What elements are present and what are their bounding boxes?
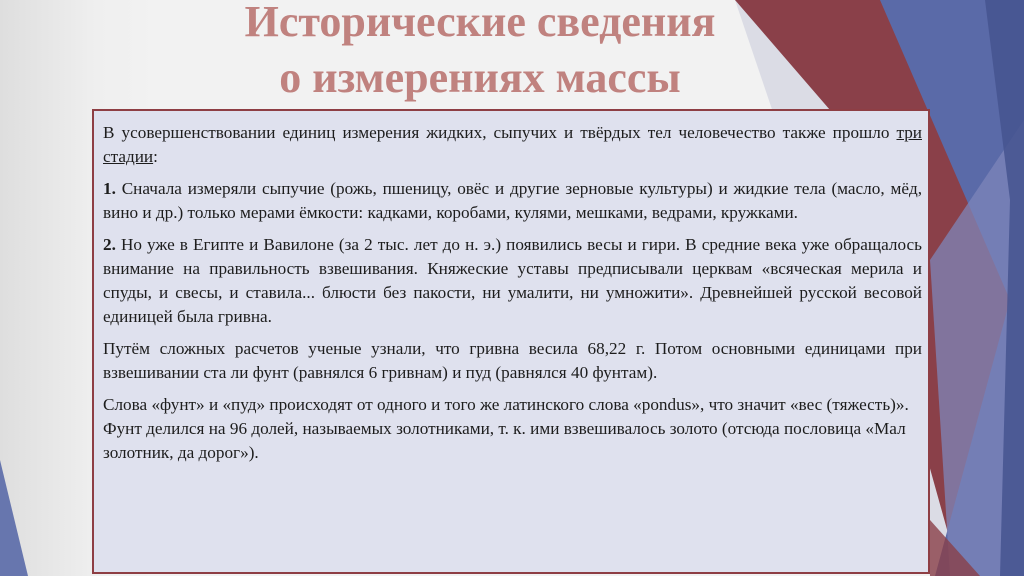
slide-title bbox=[0, 0, 960, 106]
title-line-2: о измерениях массы bbox=[279, 53, 681, 102]
content-panel bbox=[92, 109, 930, 574]
pondus-text: Слова «фунт» и «пуд» происходят от одного и того же латинского слова «pondus», что значит «вес (тяжесть)». Фунт делился на 96 долей, называемых золотниками, т. к. ими взвешивалось золото (отсюда пословица «Мал золотник, да дорог»). bbox=[103, 395, 909, 462]
paragraph-pondus bbox=[103, 393, 922, 465]
title-line-1: Исторические сведения bbox=[244, 0, 716, 46]
stage-1-number: 1. bbox=[103, 179, 116, 198]
stage-2-number: 2. bbox=[103, 235, 116, 254]
intro-paragraph bbox=[103, 121, 922, 169]
three-stages-underlined: три стадии bbox=[103, 123, 922, 166]
intro-text: В усовершенствовании единиц измерения жидких, сыпучих и твёрдых тел человечество также прошло bbox=[103, 123, 897, 142]
stage-1-text: Сначала измеряли сыпучие (рожь, пшеницу, овёс и другие зерновые культуры) и жидкие тела (масло, мёд, вино и др.) только мерами ёмкости: кадками, коробами, кулями, мешками, ведрами, кружками. bbox=[103, 179, 922, 222]
grivna-text: Путём сложных расчетов ученые узнали, что гривна весила 68,22 г. Потом основными единицами при взвешивании ста ли фунт (равнялся 6 гривнам) и пуд (равнялся 40 фунтам). bbox=[103, 339, 922, 382]
paragraph-stage-1 bbox=[103, 177, 922, 225]
left-blue-triangle bbox=[0, 460, 28, 576]
stage-2-text: Но уже в Египте и Вавилоне (за 2 тыс. лет до н. э.) появились весы и гири. В средние века уже обращалось внимание на правильность взвешивания. Княжеские уставы предписывали церквам «всяческая мерила и спуды, и свесы, и ставила... блюсти без пакости, ни умалити, ни умножити». Древнейшей русской весовой единицей была гривна. bbox=[103, 235, 922, 326]
paragraph-grivna bbox=[103, 337, 922, 385]
intro-colon: : bbox=[153, 147, 158, 166]
paragraph-stage-2 bbox=[103, 233, 922, 329]
